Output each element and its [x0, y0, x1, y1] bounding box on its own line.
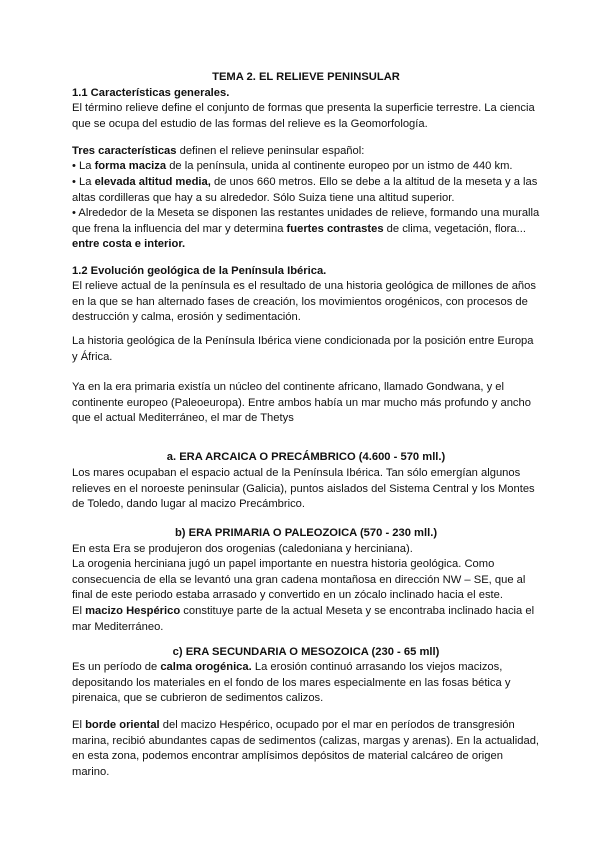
era-secundaria-heading: c) ERA SECUNDARIA O MESOZOICA (230 - 65 mll)	[172, 646, 440, 658]
section-1-2-para-3: Ya en la era primaria existía un núcleo del continente africano, llamado Gondwana, y el continente europeo (Paleoeuropa). Entre ambos había un mar mucho más profundo y ancho que el actual Mediterráneo, el mar de Thetys	[72, 381, 531, 425]
document-title: TEMA 2. EL RELIEVE PENINSULAR	[212, 71, 400, 83]
era-arcaica-heading: a. ERA ARCAICA O PRECÁMBRICO (4.600 - 570 mll.)	[166, 451, 446, 463]
characteristics-label: Tres características	[72, 145, 177, 157]
characteristics-intro: Tres características definen el relieve peninsular español:	[72, 145, 365, 157]
era-primaria-para-3: El macizo Hespérico constituye parte de la actual Meseta y se encontraba inclinado hacia el mar Mediterráneo.	[72, 605, 535, 633]
bullet-meseta: • Alrededor de la Meseta se disponen las restantes unidades de relieve, formando una muralla que frena la influencia del mar y determina fuertes contrastes de clima, vegetación, flora... entre costa e interior.	[72, 207, 540, 251]
section-1-2-para-1: El relieve actual de la península es el resultado de una historia geológica de millones de años en la que se han alternado fases de creación, los movimientos orogénicos, con procesos de destrucción y calma, erosión y sedimentación.	[72, 280, 536, 324]
section-1-1-intro: El término relieve define el conjunto de formas que presenta la superficie terrestre. La ciencia que se ocupa del estudio de las formas del relieve es la Geomorfología.	[72, 102, 535, 130]
era-primaria-line-1: En esta Era se produjeron dos orogenias (caledoniana y herciniana).	[72, 543, 413, 555]
section-1-2-heading: 1.2 Evolución geológica de la Península Ibérica.	[72, 265, 327, 277]
section-1-2-para-2: La historia geológica de la Península Ibérica viene condicionada por la posición entre Europa y África.	[72, 335, 534, 363]
era-arcaica-text: Los mares ocupaban el espacio actual de la Península Ibérica. Tan sólo emergían algunos relieves en el noroeste peninsular (Galicia), puntos aislados del Sistema Central y los Montes de Toledo, dando lugar al macizo Precámbrico.	[72, 467, 535, 511]
era-primaria-heading: b) ERA PRIMARIA O PALEOZOICA (570 - 230 mll.)	[174, 527, 438, 539]
bullet-forma-maciza: • La forma maciza de la península, unida al continente europeo por un istmo de 440 km.	[72, 160, 513, 172]
era-primaria-para-2: La orogenia herciniana jugó un papel importante en nuestra historia geológica. Como consecuencia de ella se levantó una gran cadena montañosa en dirección NW – SE, que al final de este periodo estaba arrasado y convertido en un zócalo inclinado hacia el este.	[72, 558, 526, 602]
era-secundaria-para-1: Es un período de calma orogénica. La erosión continuó arrasando los viejos macizos, depositando los materiales en el fondo de los mares especialmente en las fosas bética y pirenaica, que se cubrieron de sedimentos calizos.	[72, 661, 511, 705]
bullet-altitud-media: • La elevada altitud media, de unos 660 metros. Ello se debe a la altitud de la meseta y a las altas cordilleras que hay a su alrededor. Sólo Suiza tiene una altitud superior.	[72, 176, 538, 204]
section-1-1-heading: 1.1 Características generales.	[72, 87, 230, 99]
era-secundaria-para-2: El borde oriental del macizo Hespérico, ocupado por el mar en períodos de transgresión marina, recibió abundantes capas de sedimentos (calizas, margas y arenas). En la actualidad, en esta zona, podemos encontrar amplísimos depósitos de material calcáreo de origen marino.	[72, 719, 540, 778]
